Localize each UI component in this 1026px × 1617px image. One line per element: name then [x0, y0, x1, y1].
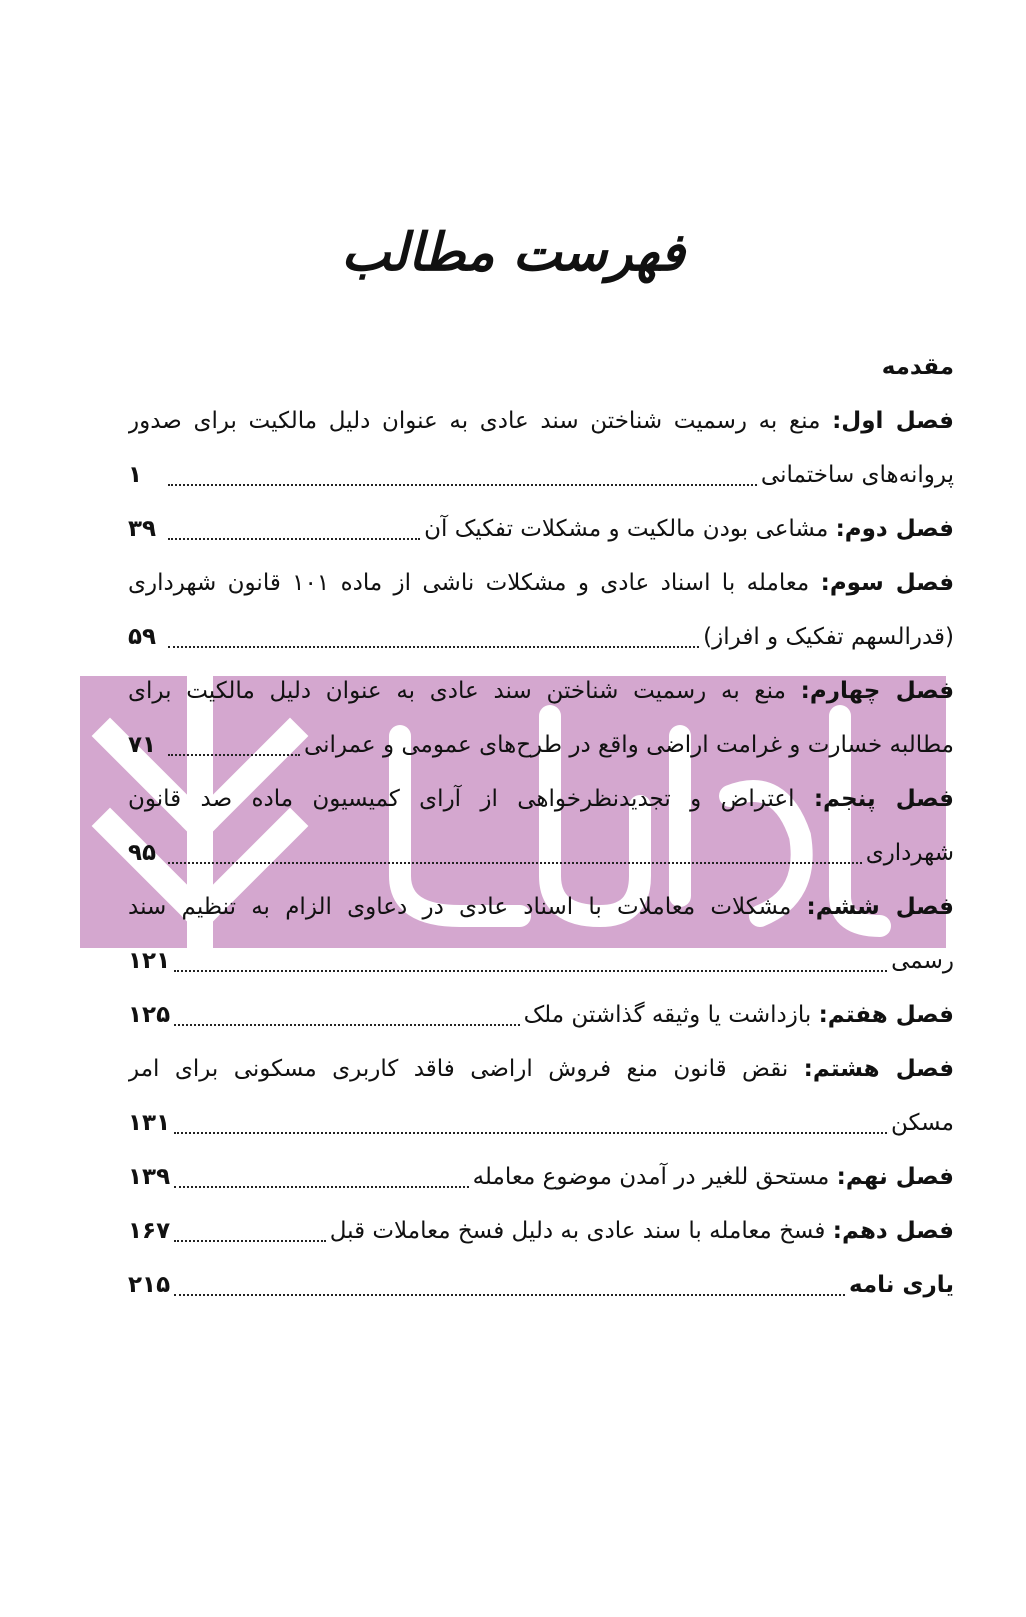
chapter-title-text: منع به رسمیت شناختن سند عادی به عنوان دلیل مالکیت برای [128, 678, 786, 704]
chapter-label: فصل دهم: [832, 1218, 954, 1244]
toc-entry-last-line [128, 502, 954, 556]
chapter-title-text: اعتراض و تجدیدنظرخواهی از آرای کمیسیون ماده صد قانون [128, 786, 795, 812]
page-number: ۱۲۵ [128, 1002, 171, 1028]
chapter-title-group [891, 934, 954, 988]
page-title: فهرست مطالب [341, 222, 685, 283]
page-number: ۱۳۹ [128, 1164, 171, 1190]
toc-entry-line [128, 772, 954, 826]
chapter-label: فصل نهم: [836, 1164, 954, 1190]
leader-dots [168, 754, 300, 756]
toc-entry [128, 1204, 954, 1258]
chapter-label: فصل ششم: [806, 894, 954, 920]
leader-dots [174, 1294, 845, 1296]
toc-entry-line [128, 880, 954, 934]
chapter-title-group [703, 610, 954, 664]
chapter-title-group [330, 1204, 954, 1258]
final-label: یاری نامه [848, 1272, 954, 1298]
page-number: ۵۹ [128, 624, 157, 650]
chapter-title-group [524, 988, 954, 1042]
chapter-title-text: بازداشت یا وثیقه گذاشتن ملک [523, 1002, 812, 1028]
page-number: ۱۶۷ [128, 1218, 171, 1244]
toc-entry-last-line [128, 448, 954, 502]
leader-dots [168, 484, 757, 486]
toc-entry-line [128, 556, 954, 610]
toc-entry-last-line [128, 1150, 954, 1204]
leader-dots [168, 646, 699, 648]
table-of-contents [128, 340, 954, 1312]
leader-dots [168, 862, 862, 864]
chapter-title-text: نقض قانون منع فروش اراضی فاقد کاربری مسکونی برای امر [128, 1056, 789, 1082]
chapter-title-text: مستحق للغیر در آمدن موضوع معامله [472, 1164, 830, 1190]
leader-dots [174, 1186, 468, 1188]
chapter-title-group [891, 1096, 954, 1150]
toc-entry-last-line [128, 826, 954, 880]
chapter-title-text: شهرداری [865, 840, 954, 866]
toc-entry-last-line [128, 1096, 954, 1150]
chapter-title-text: مشکلات معاملات با اسناد عادی در دعاوی الزام به تنظیم سند [128, 894, 792, 920]
chapter-title-text: مشاعی بودن مالکیت و مشکلات تفکیک آن [424, 516, 829, 542]
toc-entry [128, 394, 954, 502]
leader-dots [174, 1024, 519, 1026]
chapter-title-text: مسکن [890, 1110, 954, 1136]
chapter-label: فصل دوم: [835, 516, 954, 542]
chapter-label: فصل هشتم: [803, 1056, 954, 1082]
leader-dots [174, 970, 887, 972]
leader-dots [174, 1132, 887, 1134]
toc-entry [128, 664, 954, 772]
chapter-title-group [424, 502, 954, 556]
chapter-label: فصل سوم: [820, 570, 954, 596]
toc-entry-line [128, 664, 954, 718]
chapter-title-group [866, 826, 954, 880]
leader-dots [168, 538, 420, 540]
toc-entry-last-line [128, 934, 954, 988]
toc-entry [128, 1150, 954, 1204]
page-number: ۱۳۱ [128, 1110, 171, 1136]
toc-entry-line [128, 1042, 954, 1096]
toc-entry-last-line [128, 1204, 954, 1258]
toc-entry [128, 772, 954, 880]
intro-heading: مقدمه [881, 354, 954, 380]
chapter-title-text: فسخ معامله با سند عادی به دلیل فسخ معاملات قبل [329, 1218, 826, 1244]
toc-entry-last-line [128, 988, 954, 1042]
chapter-label: فصل اول: [832, 408, 954, 434]
chapter-title-group [761, 448, 954, 502]
toc-entry [128, 880, 954, 988]
toc-entry [128, 502, 954, 556]
toc-entry-last-line [128, 718, 954, 772]
chapter-title-group [473, 1150, 954, 1204]
page-number: ۱ [128, 462, 143, 488]
chapter-label: فصل پنجم: [813, 786, 954, 812]
toc-entry [128, 1042, 954, 1150]
toc-final-entry [128, 1258, 954, 1312]
toc-entry-line [128, 394, 954, 448]
chapter-title-text: معامله با اسناد عادی و مشکلات ناشی از ماده ۱۰۱ قانون شهرداری [128, 570, 810, 596]
chapter-label: فصل چهارم: [800, 678, 954, 704]
page-number: ۳۹ [128, 516, 157, 542]
page-number: ۱۲۱ [128, 948, 171, 974]
chapter-title-group [304, 718, 954, 772]
toc-entries [128, 394, 954, 1258]
page-number: ۷۱ [128, 732, 157, 758]
toc-entry [128, 988, 954, 1042]
chapter-title-text: (قدرالسهم تفکیک و افراز) [703, 624, 954, 650]
toc-entry-last-line [128, 610, 954, 664]
chapter-title-text: پروانه‌های ساختمانی [760, 462, 954, 488]
toc-entry [128, 556, 954, 664]
chapter-title-text: منع به رسمیت شناختن سند عادی به عنوان دلیل مالکیت برای صدور [128, 408, 821, 434]
chapter-title-text: مطالبه خسارت و غرامت اراضی واقع در طرح‌های عمومی و عمرانی [303, 732, 954, 758]
chapter-label: فصل هفتم: [818, 1002, 954, 1028]
final-page-number: ۲۱۵ [128, 1272, 171, 1298]
leader-dots [174, 1240, 326, 1242]
chapter-title-text: رسمی [891, 948, 954, 974]
page-number: ۹۵ [128, 840, 157, 866]
